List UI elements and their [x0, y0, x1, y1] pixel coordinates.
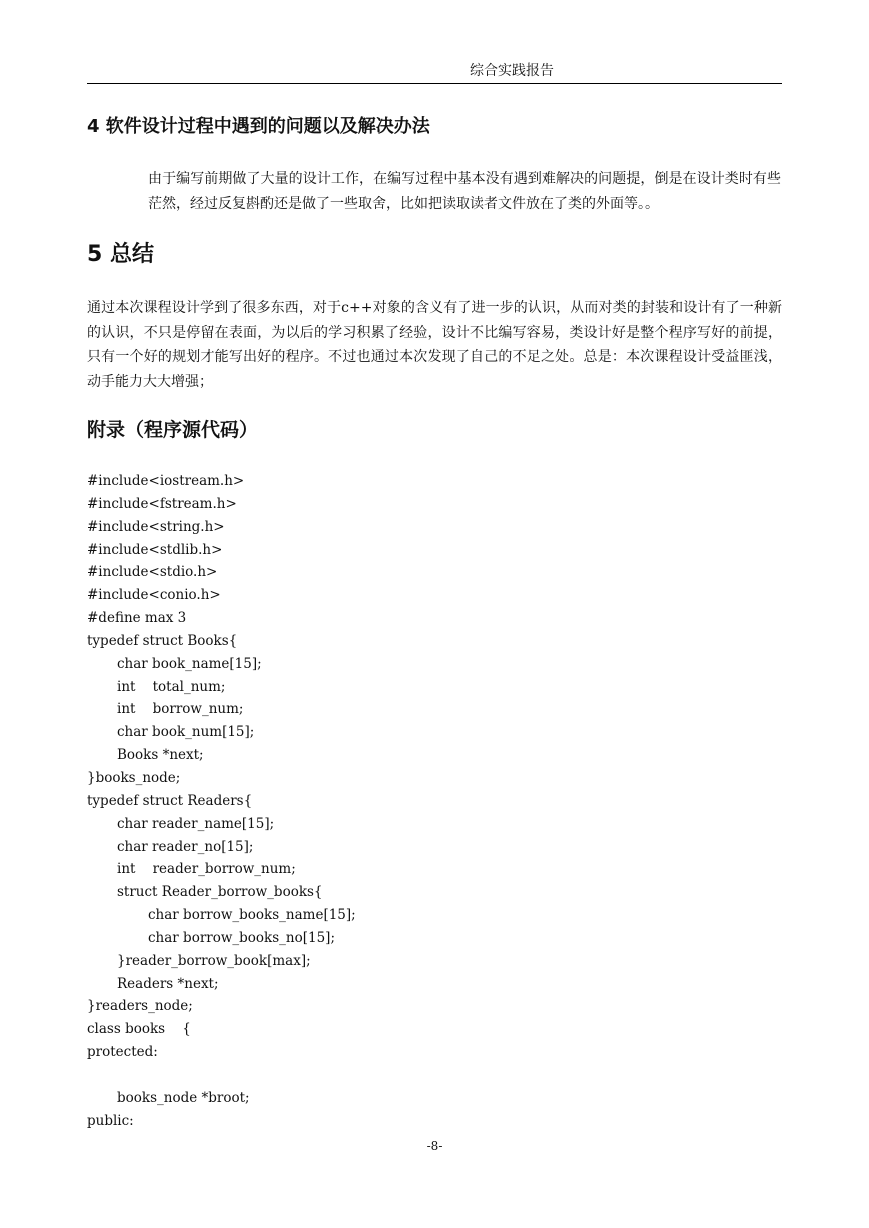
code-line: int reader_borrow_num; — [117, 861, 296, 878]
code-line: char book_name[15]; — [117, 655, 262, 672]
code-line: char borrow_books_name[15]; — [148, 907, 356, 924]
section-4-heading: 4 软件设计过程中遇到的问题以及解决办法 — [87, 116, 430, 137]
code-line: #include<iostream.h> — [87, 473, 245, 489]
appendix-heading: 附录（程序源代码） — [87, 419, 259, 441]
source-code-block — [87, 470, 687, 1132]
section-5-paragraph: 通过本次课程设计学到了很多东西，对于c++对象的含义有了进一步的认识，从而对类的封装和设计有了一种新的认识，不只是停留在表面，为以后的学习积累了经验，设计不比编写容易，类设计好是整个程序写好的前提，只有一个好的规划才能写出好的程序。不过也通过本次发现了自己的不足之处。总是：本次课程设计受益匪浅，动手能力大大增强； — [87, 300, 782, 390]
page-header-title: 综合实践报告 — [470, 63, 554, 79]
code-line: int borrow_num; — [117, 701, 244, 718]
code-line: public: — [87, 1112, 134, 1129]
code-line: char reader_no[15]; — [117, 838, 254, 855]
code-line: Readers *next; — [117, 975, 219, 992]
code-line: #define max 3 — [87, 610, 187, 627]
code-line: #include<fstream.h> — [87, 495, 237, 512]
code-line: }readers_node; — [87, 998, 193, 1015]
code-line: typedef struct Readers{ — [87, 792, 253, 809]
code-line: class books { — [87, 1021, 191, 1038]
code-line: struct Reader_borrow_books{ — [117, 884, 323, 901]
code-line: }reader_borrow_book[max]; — [117, 952, 311, 969]
code-line: }books_node; — [87, 769, 181, 786]
code-line: int total_num; — [117, 678, 226, 695]
code-line: protected: — [87, 1044, 158, 1061]
code-line: char reader_name[15]; — [117, 815, 275, 832]
code-line: #include<conio.h> — [87, 587, 221, 604]
code-line: books_node *broot; — [117, 1089, 250, 1106]
code-line: typedef struct Books{ — [87, 632, 238, 649]
code-line: #include<stdio.h> — [87, 564, 218, 581]
page-number: -8- — [426, 1139, 443, 1153]
code-line: Books *next; — [117, 747, 204, 764]
code-line: char borrow_books_no[15]; — [148, 929, 335, 946]
section-5-heading: 5 总结 — [87, 242, 154, 267]
section-4-paragraph: 由于编写前期做了大量的设计工作，在编写过程中基本没有遇到难解决的问题提，倒是在设计类时有些茫然，经过反复斟酌还是做了一些取舍，比如把读取读者文件放在了类的外面等。。 — [148, 171, 781, 212]
header-rule — [87, 83, 782, 84]
code-line: #include<stdlib.h> — [87, 541, 223, 558]
code-line: #include<string.h> — [87, 518, 225, 535]
code-line-blank — [87, 1064, 687, 1087]
code-line: char book_num[15]; — [117, 724, 255, 741]
